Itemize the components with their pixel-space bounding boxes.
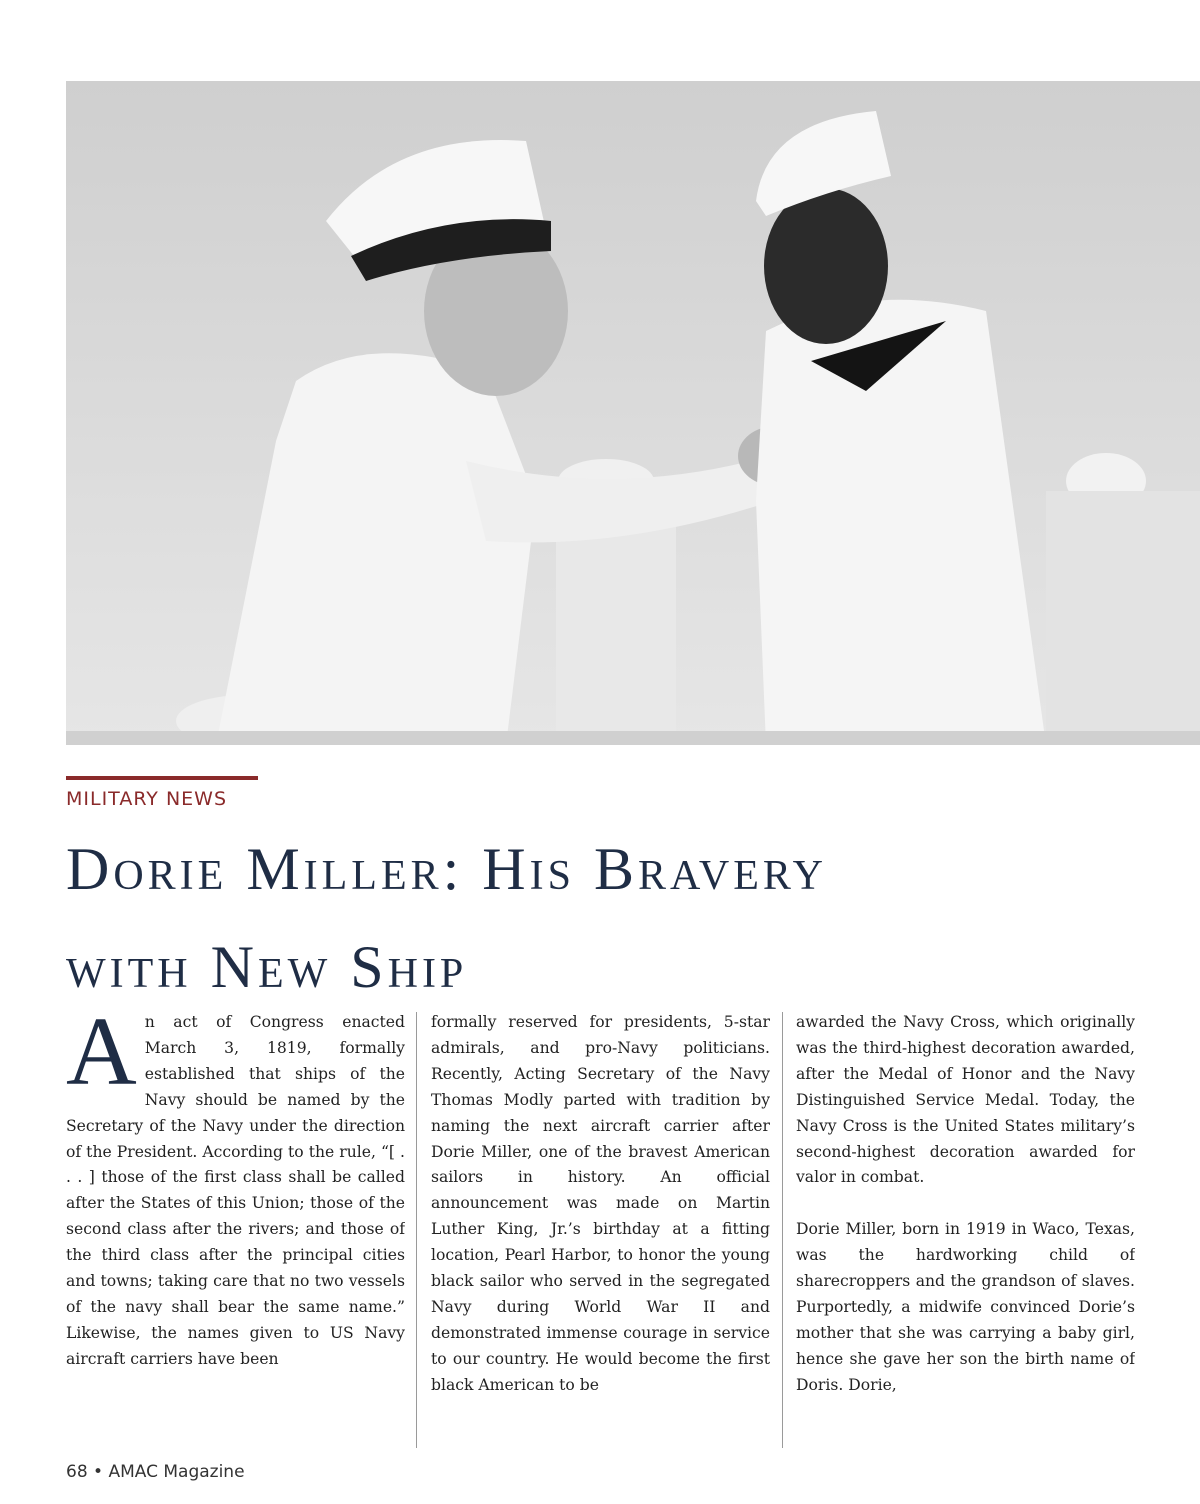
headline (66, 820, 1176, 1016)
page-folio: 68 • AMAC Magazine (66, 1462, 245, 1482)
article-column-2 (431, 1010, 770, 1446)
column-2-text: formally reserved for presidents, 5-star admirals, and pro-Navy politicians. Recently, Acting Secretary of the Navy Thomas Modly parted with tradition by naming the next aircraft carrier after Dorie Miller, one of the bravest American sailors in history. An official announcement was made on Martin Luther King, Jr.’s birthday at a fitting location, Pearl Harbor, to honor the young black sailor who served in the segregated Navy during World War II and demonstrated immense courage in service to our country. He would become the first black American to be (431, 1013, 770, 1394)
hero-photo (66, 81, 1200, 745)
column-3-paragraph-1: awarded the Navy Cross, which originally was the third-highest decoration awarded, after the Medal of Honor and the Navy Distinguished Service Medal. Today, the Navy Cross is the United States military’s second-highest decoration awarded for valor in combat. (796, 1013, 1135, 1187)
headline-line-2: with New Ship (66, 934, 468, 1000)
column-3-paragraph-2: Dorie Miller, born in 1919 in Waco, Texas, was the hardworking child of sharecroppers and the grandson of slaves. Purportedly, a midwife convinced Dorie’s mother that she was carrying a baby girl, hence she gave her son the birth name of Doris. Dorie, (796, 1220, 1135, 1394)
column-1-text: n act of Congress enacted March 3, 1819, formally established that ships of the Navy should be named by the Secretary of the Navy under the direction of the President. According to the rule, “[ . . . ] those of the first class shall be called after the States of this Union; those of the second class after the rivers; and those of the third class after the principal cities and towns; taking care that no two vessels of the navy shall bear the same name.” Likewise, the names given to US Navy aircraft carriers have been (66, 1013, 405, 1368)
section-rule (66, 776, 258, 780)
section-label: MILITARY NEWS (66, 788, 228, 810)
drop-cap: A (66, 1010, 137, 1106)
column-divider (782, 1012, 783, 1448)
article-column-1 (66, 1010, 405, 1446)
hero-photo-illustration (66, 81, 1200, 745)
article-column-3 (796, 1010, 1135, 1446)
headline-line-1: Dorie Miller: His Bravery (66, 836, 827, 902)
column-divider (416, 1012, 417, 1448)
